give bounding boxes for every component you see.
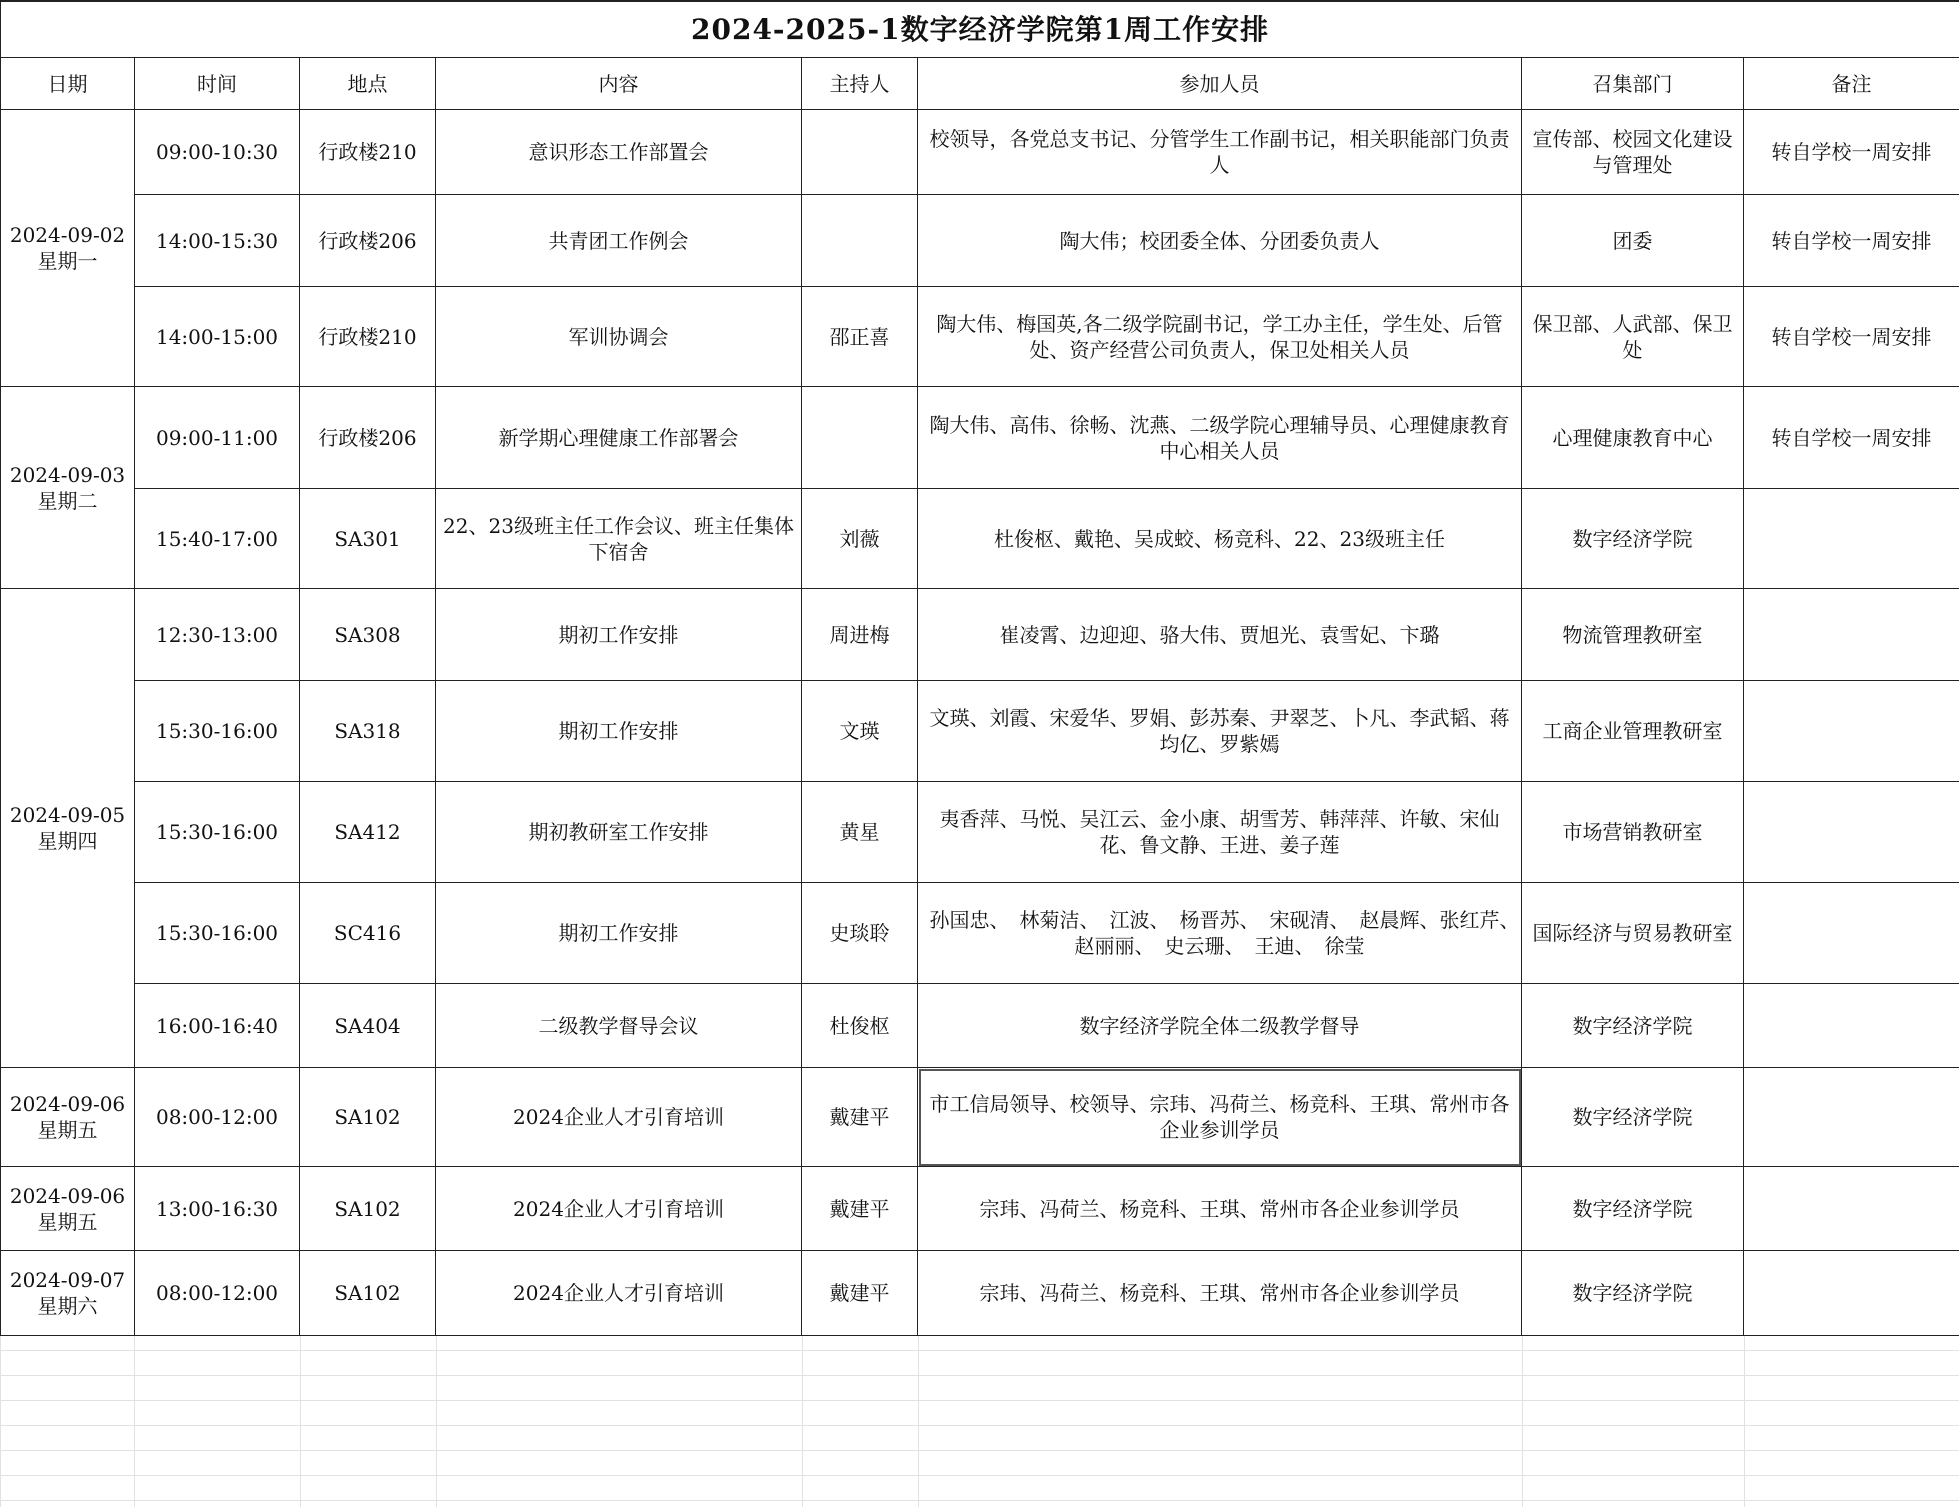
cell-attendees[interactable]: 校领导，各党总支书记、分管学生工作副书记，相关职能部门负责人 <box>918 110 1522 195</box>
cell-time[interactable]: 15:40-17:00 <box>135 489 300 589</box>
cell-content[interactable]: 2024企业人才引育培训 <box>436 1167 802 1251</box>
date-value: 2024-09-07 <box>9 1268 126 1292</box>
cell-dept[interactable]: 数字经济学院 <box>1522 1251 1744 1336</box>
weekday-value: 星期五 <box>37 1118 98 1142</box>
date-value: 2024-09-05 <box>9 803 126 827</box>
cell-attendees[interactable]: 文瑛、刘霞、宋爱华、罗娟、彭苏秦、尹翠芝、卜凡、李武韬、蒋均亿、罗紫嫣 <box>918 681 1522 782</box>
cell-time[interactable]: 16:00-16:40 <box>135 984 300 1068</box>
cell-attendees[interactable]: 孙国忠、 林菊洁、 江波、 杨晋苏、 宋砚清、 赵晨辉、张红芹、 赵丽丽、 史云珊、 王迪、 徐莹 <box>918 883 1522 984</box>
cell-date[interactable] <box>1 1251 135 1336</box>
cell-content[interactable]: 新学期心理健康工作部署会 <box>436 387 802 489</box>
cell-content[interactable]: 期初教研室工作安排 <box>436 782 802 883</box>
cell-attendees[interactable]: 陶大伟、高伟、徐畅、沈燕、二级学院心理辅导员、心理健康教育中心相关人员 <box>918 387 1522 489</box>
date-value: 2024-09-06 <box>9 1092 126 1116</box>
cell-time[interactable]: 12:30-13:00 <box>135 589 300 681</box>
cell-note[interactable] <box>1744 681 1959 782</box>
weekday-value: 星期二 <box>37 488 98 513</box>
cell-dept[interactable]: 数字经济学院 <box>1522 984 1744 1068</box>
cell-dept[interactable]: 保卫部、人武部、保卫处 <box>1522 287 1744 387</box>
cell-note[interactable]: 转自学校一周安排 <box>1744 387 1959 489</box>
cell-place[interactable]: SA318 <box>300 681 436 782</box>
header-host[interactable]: 主持人 <box>802 58 918 110</box>
cell-note[interactable] <box>1744 589 1959 681</box>
cell-dept[interactable]: 心理健康教育中心 <box>1522 387 1744 489</box>
table-row <box>1 489 1959 589</box>
cell-time[interactable]: 09:00-10:30 <box>135 110 300 195</box>
schedule-body <box>1 110 1959 1336</box>
cell-content[interactable]: 期初工作安排 <box>436 681 802 782</box>
cell-host[interactable]: 文瑛 <box>802 681 918 782</box>
cell-place[interactable]: 行政楼210 <box>300 287 436 387</box>
table-row <box>1 1251 1959 1336</box>
cell-host[interactable]: 戴建平 <box>802 1068 918 1167</box>
header-dept[interactable]: 召集部门 <box>1522 58 1744 110</box>
cell-place[interactable]: SA412 <box>300 782 436 883</box>
cell-place[interactable]: 行政楼206 <box>300 195 436 287</box>
date-value: 2024-09-03 <box>9 462 126 487</box>
cell-time[interactable]: 08:00-12:00 <box>135 1251 300 1336</box>
cell-note[interactable] <box>1744 1068 1959 1167</box>
cell-dept[interactable]: 数字经济学院 <box>1522 1068 1744 1167</box>
table-row <box>1 589 1959 681</box>
cell-dept[interactable]: 数字经济学院 <box>1522 1167 1744 1251</box>
cell-note[interactable] <box>1744 1167 1959 1251</box>
cell-attendees[interactable]: 宗玮、冯荷兰、杨竞科、王琪、常州市各企业参训学员 <box>918 1167 1522 1251</box>
date-value: 2024-09-02 <box>9 223 126 247</box>
cell-attendees[interactable]: 陶大伟、梅国英,各二级学院副书记，学工办主任，学生处、后管处、资产经营公司负责人，保卫处相关人员 <box>918 287 1522 387</box>
cell-date[interactable] <box>1 1167 135 1251</box>
cell-content[interactable]: 期初工作安排 <box>436 589 802 681</box>
cell-host[interactable] <box>802 110 918 195</box>
cell-attendees[interactable]: 数字经济学院全体二级教学督导 <box>918 984 1522 1068</box>
weekday-value: 星期四 <box>37 829 98 853</box>
table-row <box>1 883 1959 984</box>
table-row <box>1 681 1959 782</box>
weekday-value: 星期六 <box>37 1294 98 1318</box>
table-row <box>1 195 1959 287</box>
cell-time[interactable]: 08:00-12:00 <box>135 1068 300 1167</box>
cell-place[interactable]: SA102 <box>300 1167 436 1251</box>
cell-attendees[interactable]: 市工信局领导、校领导、宗玮、冯荷兰、杨竞科、王琪、常州市各企业参训学员 <box>918 1068 1522 1167</box>
cell-attendees[interactable]: 夷香萍、马悦、吴江云、金小康、胡雪芳、韩萍萍、许敏、宋仙花、鲁文静、王进、姜子莲 <box>918 782 1522 883</box>
cell-dept[interactable]: 市场营销教研室 <box>1522 782 1744 883</box>
cell-content[interactable]: 2024企业人才引育培训 <box>436 1068 802 1167</box>
cell-content[interactable]: 意识形态工作部置会 <box>436 110 802 195</box>
cell-place[interactable]: SA404 <box>300 984 436 1068</box>
table-row <box>1 984 1959 1068</box>
cell-dept[interactable]: 物流管理教研室 <box>1522 589 1744 681</box>
table-row <box>1 387 1959 489</box>
cell-time[interactable]: 14:00-15:00 <box>135 287 300 387</box>
cell-content[interactable]: 二级教学督导会议 <box>436 984 802 1068</box>
cell-host[interactable]: 周进梅 <box>802 589 918 681</box>
cell-attendees[interactable]: 杜俊枢、戴艳、吴成蛟、杨竞科、22、23级班主任 <box>918 489 1522 589</box>
cell-note[interactable] <box>1744 782 1959 883</box>
cell-host[interactable]: 邵正喜 <box>802 287 918 387</box>
cell-time[interactable]: 13:00-16:30 <box>135 1167 300 1251</box>
empty-grid-area <box>0 1336 1959 1507</box>
cell-dept[interactable]: 数字经济学院 <box>1522 489 1744 589</box>
cell-host[interactable] <box>802 195 918 287</box>
cell-date[interactable] <box>1 589 135 1068</box>
cell-place[interactable]: SA102 <box>300 1251 436 1336</box>
cell-place[interactable]: SC416 <box>300 883 436 984</box>
cell-note[interactable] <box>1744 489 1959 589</box>
cell-host[interactable]: 戴建平 <box>802 1167 918 1251</box>
cell-content[interactable]: 2024企业人才引育培训 <box>436 1251 802 1336</box>
cell-time[interactable]: 15:30-16:00 <box>135 681 300 782</box>
cell-content[interactable]: 军训协调会 <box>436 287 802 387</box>
header-note[interactable]: 备注 <box>1744 58 1959 110</box>
table-row <box>1 110 1959 195</box>
cell-dept[interactable]: 宣传部、校园文化建设与管理处 <box>1522 110 1744 195</box>
cell-note[interactable] <box>1744 984 1959 1068</box>
cell-dept[interactable]: 团委 <box>1522 195 1744 287</box>
cell-dept[interactable]: 国际经济与贸易教研室 <box>1522 883 1744 984</box>
header-date[interactable]: 日期 <box>1 58 135 110</box>
cell-time[interactable]: 09:00-11:00 <box>135 387 300 489</box>
header-content[interactable]: 内容 <box>436 58 802 110</box>
table-row <box>1 782 1959 883</box>
cell-host[interactable]: 史琰聆 <box>802 883 918 984</box>
cell-host[interactable]: 杜俊枢 <box>802 984 918 1068</box>
cell-place[interactable]: SA102 <box>300 1068 436 1167</box>
cell-time[interactable]: 15:30-16:00 <box>135 883 300 984</box>
table-row <box>1 1167 1959 1251</box>
cell-date[interactable] <box>1 1068 135 1167</box>
cell-place[interactable]: 行政楼206 <box>300 387 436 489</box>
table-row <box>1 287 1959 387</box>
cell-note[interactable]: 转自学校一周安排 <box>1744 110 1959 195</box>
cell-content[interactable]: 22、23级班主任工作会议、班主任集体下宿舍 <box>436 489 802 589</box>
cell-host[interactable] <box>802 387 918 489</box>
cell-dept[interactable]: 工商企业管理教研室 <box>1522 681 1744 782</box>
weekday-value: 星期五 <box>37 1209 98 1234</box>
cell-place[interactable]: 行政楼210 <box>300 110 436 195</box>
cell-content[interactable]: 期初工作安排 <box>436 883 802 984</box>
cell-attendees[interactable]: 宗玮、冯荷兰、杨竞科、王琪、常州市各企业参训学员 <box>918 1251 1522 1336</box>
cell-place[interactable]: SA301 <box>300 489 436 589</box>
cell-date[interactable] <box>1 110 135 387</box>
cell-host[interactable]: 黄星 <box>802 782 918 883</box>
cell-time[interactable]: 14:00-15:30 <box>135 195 300 287</box>
cell-time[interactable]: 15:30-16:00 <box>135 782 300 883</box>
cell-host[interactable]: 刘薇 <box>802 489 918 589</box>
cell-note[interactable] <box>1744 1251 1959 1336</box>
cell-host[interactable]: 戴建平 <box>802 1251 918 1336</box>
sheet-title[interactable]: 2024-2025-1数字经济学院第1周工作安排 <box>1 1 1959 58</box>
cell-place[interactable]: SA308 <box>300 589 436 681</box>
table-row <box>1 1068 1959 1167</box>
header-place[interactable]: 地点 <box>300 58 436 110</box>
header-time[interactable]: 时间 <box>135 58 300 110</box>
cell-date[interactable] <box>1 387 135 589</box>
cell-note[interactable]: 转自学校一周安排 <box>1744 287 1959 387</box>
cell-attendees[interactable]: 陶大伟；校团委全体、分团委负责人 <box>918 195 1522 287</box>
cell-content[interactable]: 共青团工作例会 <box>436 195 802 287</box>
header-attendees[interactable]: 参加人员 <box>918 58 1522 110</box>
weekday-value: 星期一 <box>37 249 98 273</box>
cell-note[interactable]: 转自学校一周安排 <box>1744 195 1959 287</box>
cell-note[interactable] <box>1744 883 1959 984</box>
date-value: 2024-09-06 <box>9 1183 126 1208</box>
cell-attendees[interactable]: 崔凌霄、边迎迎、骆大伟、贾旭光、袁雪妃、卞璐 <box>918 589 1522 681</box>
